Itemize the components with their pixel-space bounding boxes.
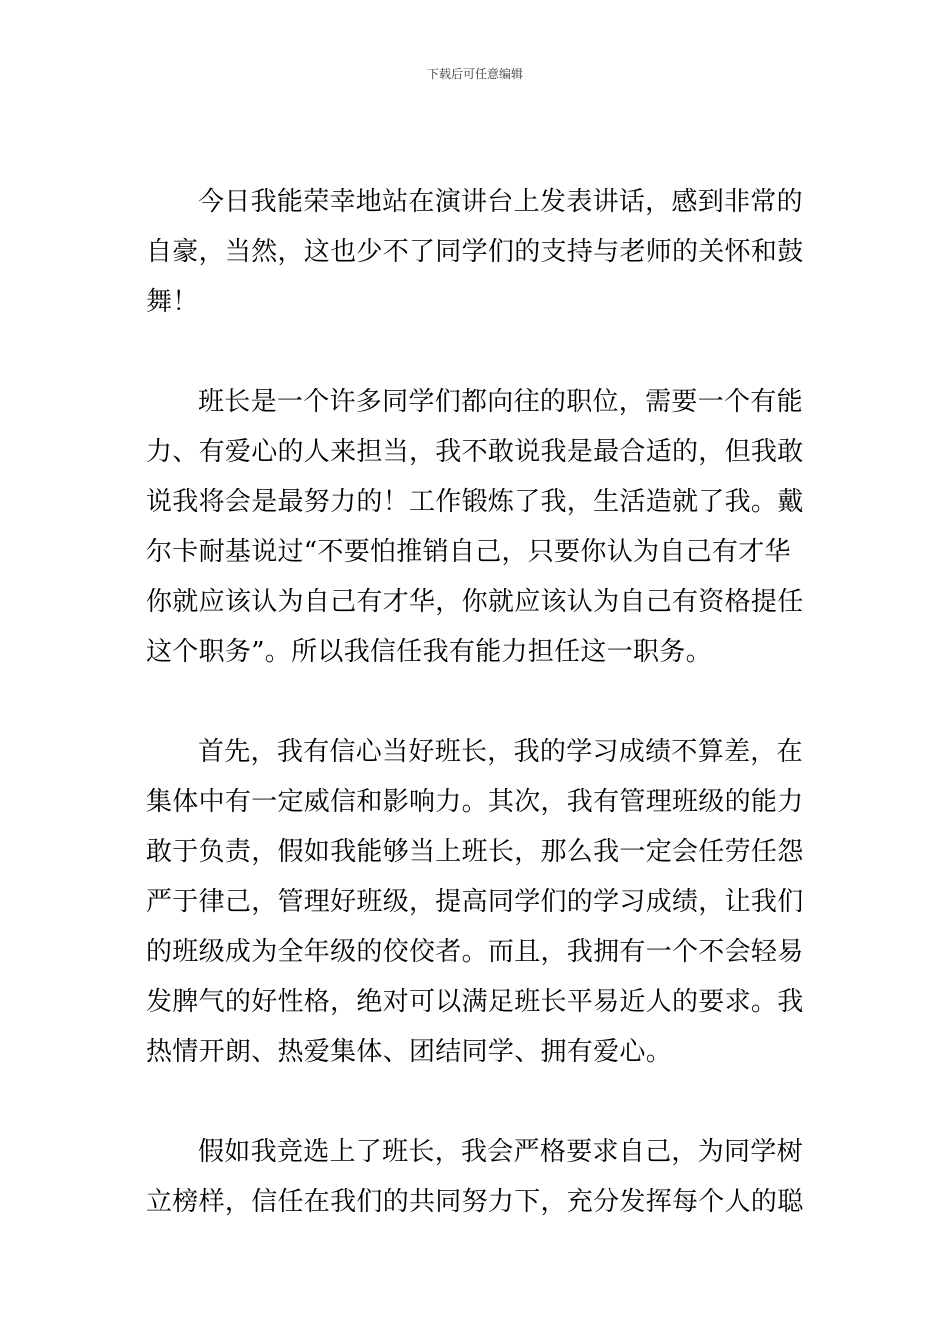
text-line: 说我将会是最努力的！工作锻炼了我，生活造就了我。戴: [146, 487, 804, 517]
text-line: 敢于负责，假如我能够当上班长，那么我一定会任劳任怨: [146, 837, 804, 867]
text-line: 尔卡耐基说过“不要怕推销自己，只要你认为自己有才华: [146, 537, 791, 567]
paragraph-3: [146, 727, 806, 1077]
paragraph-gap: [146, 1077, 806, 1127]
text-line: 舞！: [146, 287, 199, 317]
text-line: 你就应该认为自己有才华，你就应该认为自己有资格提任: [146, 587, 804, 617]
paragraph-gap: [146, 677, 806, 727]
text-line: 立榜样，信任在我们的共同努力下，充分发挥每个人的聪: [146, 1187, 804, 1217]
text-line: 假如我竞选上了班长，我会严格要求自己，为同学树: [198, 1137, 803, 1167]
paragraph-4: [146, 1127, 806, 1227]
text-line: 首先，我有信心当好班长，我的学习成绩不算差，在: [198, 737, 803, 767]
text-line: 这个职务”。所以我信任我有能力担任这一职务。: [146, 637, 712, 667]
text-line: 严于律己，管理好班级，提高同学们的学习成绩，让我们: [146, 887, 804, 917]
paragraph-gap: [146, 327, 806, 377]
text-line: 班长是一个许多同学们都向往的职位，需要一个有能: [198, 387, 803, 417]
text-line: 集体中有一定威信和影响力。其次，我有管理班级的能力: [146, 787, 804, 817]
document-body: [146, 177, 806, 1227]
text-line: 今日我能荣幸地站在演讲台上发表讲话，感到非常的: [198, 187, 803, 217]
text-line: 发脾气的好性格，绝对可以满足班长平易近人的要求。我: [146, 987, 804, 1017]
text-line: 的班级成为全年级的佼佼者。而且，我拥有一个不会轻易: [146, 937, 804, 967]
text-line: 热情开朗、热爱集体、团结同学、拥有爱心。: [146, 1037, 673, 1067]
page-header: 下载后可任意编辑: [426, 67, 523, 81]
text-line: 力、有爱心的人来担当，我不敢说我是最合适的，但我敢: [146, 437, 804, 467]
text-line: 自豪，当然，这也少不了同学们的支持与老师的关怀和鼓: [146, 237, 804, 267]
paragraph-2: [146, 377, 806, 677]
paragraph-1: [146, 177, 806, 327]
